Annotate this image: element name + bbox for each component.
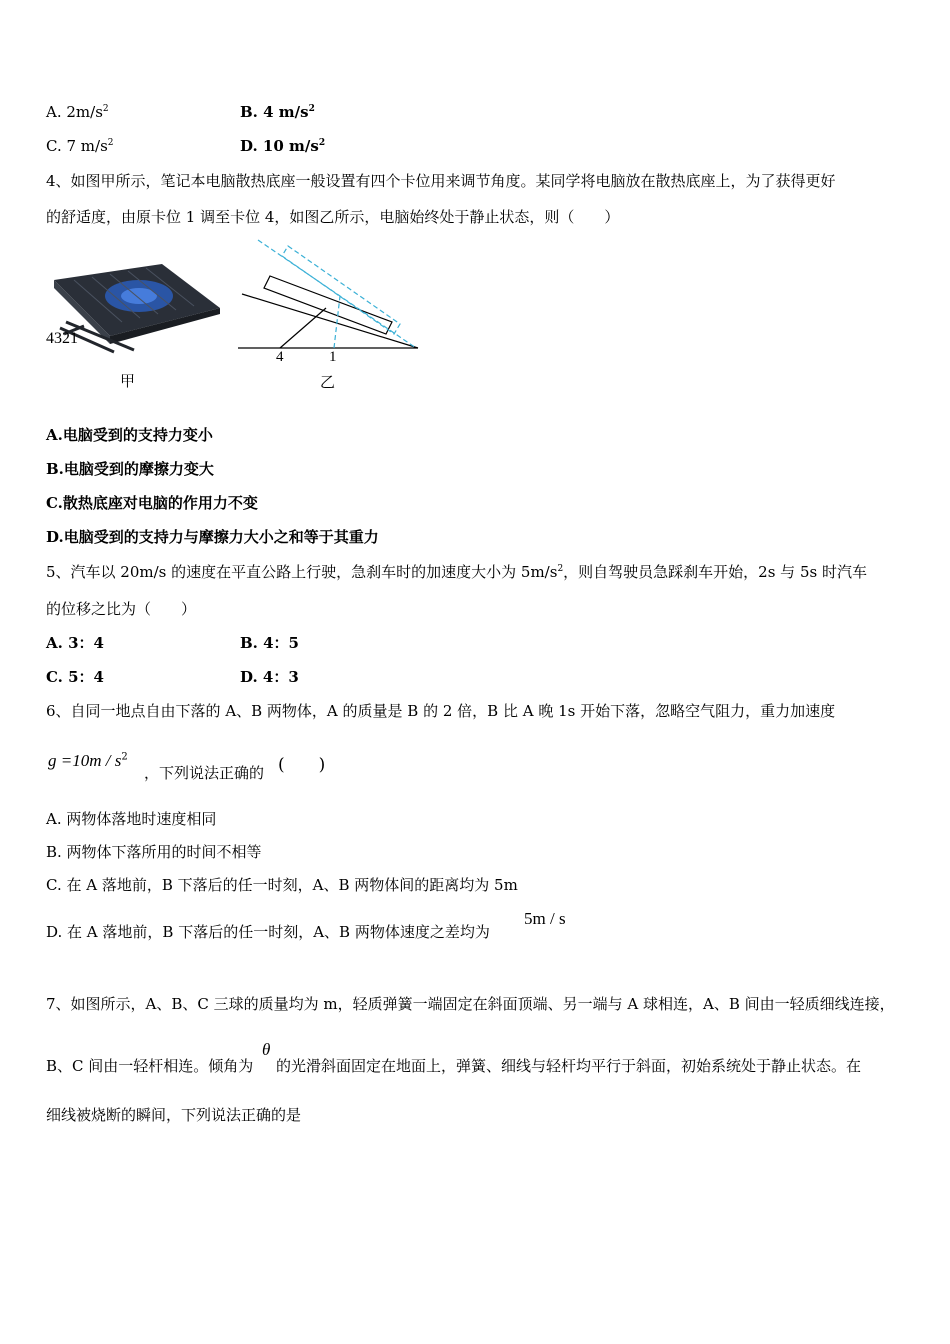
q6-option-c: C. 在 A 落地前，B 下落后的任一时刻，A、B 两物体间的距离均为 5m — [46, 876, 518, 894]
q4-option-b: B.电脑受到的摩擦力变大 — [46, 460, 214, 478]
q5-option-c: C. 5：4 — [46, 668, 104, 686]
q6-answer-paren: ( ) — [278, 755, 326, 775]
q5-stem-line1: 5、汽车以 20m/s 的速度在平直公路上行驶，急刹车时的加速度大小为 $5m/s^2$，则自驾驶员急踩刹车开始，2s 与 5s 时汽车 — [46, 563, 867, 581]
q3-option-c: C. 7 $m/s^2$ — [46, 137, 114, 155]
q6-stem-line1: 6、自同一地点自由下落的 A、B 两物体，A 的质量是 B 的 2 倍，B 比 A 晚 1s 开始下落，忽略空气阻力，重力加速度 — [46, 702, 836, 720]
q6-option-d-formula: 5m / s — [524, 909, 566, 928]
q6-stem-line2: ，下列说法正确的 — [144, 764, 265, 782]
stand-diagram — [236, 236, 426, 356]
q4-stem-line2: 的舒适度，由原卡位 1 调至卡位 4，如图乙所示，电脑始终处于静止状态，则（ ） — [46, 208, 620, 226]
q7-stem-line1: 7、如图所示，A、B、C 三球的质量均为 m，轻质弹簧一端固定在斜面顶端、另一端与 A 球相连，A、B 间由一轻质细线连接， — [46, 995, 895, 1013]
slot-numbers: 4321 — [46, 330, 78, 347]
q6-option-d: D. 在 A 落地前，B 下落后的任一时刻，A、B 两物体速度之差均为 — [46, 923, 490, 941]
q4-option-a: A.电脑受到的支持力变小 — [46, 426, 213, 444]
q5-option-d: D. 4：3 — [240, 668, 299, 686]
q7-stem-line2b: 的光滑斜面固定在地面上，弹簧、细线与轻杆均平行于斜面，初始系统处于静止状态。在 — [276, 1057, 862, 1075]
q7-theta: θ — [262, 1040, 271, 1059]
q5-option-b: B. 4：5 — [240, 634, 299, 652]
q3-option-b: B. 4 $m/s^2$ — [240, 103, 315, 121]
slot-label-1: 1 — [329, 349, 337, 365]
q4-option-d: D.电脑受到的支持力与摩擦力大小之和等于其重力 — [46, 528, 379, 546]
figure-yi — [236, 236, 426, 396]
figure-jia — [44, 258, 224, 388]
q4-stem-line1: 4、如图甲所示，笔记本电脑散热底座一般设置有四个卡位用来调节角度。某同学将电脑放在散热底座上，为了获得更好 — [46, 172, 836, 190]
q5-option-a: A. 3：4 — [46, 634, 104, 652]
q7-stem-line2a: B、C 间由一轻杆相连。倾角为 — [46, 1057, 254, 1075]
q6-option-a: A. 两物体落地时速度相同 — [46, 810, 217, 828]
q6-option-b: B. 两物体下落所用的时间不相等 — [46, 843, 262, 861]
q5-stem-line2: 的位移之比为（ ） — [46, 600, 197, 618]
q7-stem-line3: 细线被烧断的瞬间，下列说法正确的是 — [46, 1106, 302, 1124]
q4-option-c: C.散热底座对电脑的作用力不变 — [46, 494, 258, 512]
q6-formula-g: $g =10m / s^2$ — [48, 751, 128, 770]
figure-jia-caption: 甲 — [120, 374, 136, 390]
q3-option-a: A. $2m/s^2$ — [46, 103, 109, 121]
figure-yi-caption: 乙 — [320, 375, 336, 391]
q3-option-d: D. 10 $m/s^2$ — [240, 137, 326, 155]
slot-label-4: 4 — [276, 349, 284, 365]
